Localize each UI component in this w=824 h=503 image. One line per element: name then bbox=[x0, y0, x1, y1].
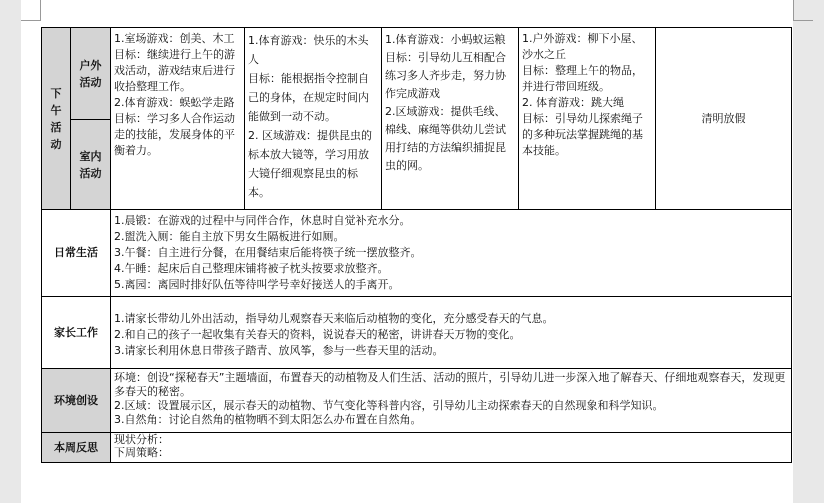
daily-life-content: 1.晨锻：在游戏的过程中与同伴合作，休息时自觉补充水分。 2.盥洗入厕：能自主放下男女生隔板进行如厕。 3.午餐：自主进行分餐，在用餐结束后能将筷子统一摆放整齐。 4.午睡：起床后自己整理床铺将被子枕头按要求放整齐。 5.离园：离园时排好队伍等待叫学号幸好接送人的手离开。 bbox=[111, 210, 792, 297]
reflection-header: 本周反思 bbox=[42, 433, 111, 463]
weekly-plan-table bbox=[41, 27, 792, 463]
day-cell-3: 1.体育游戏：小蚂蚁运粮 目标：引导幼儿互相配合练习多人齐步走，努力协作完成游戏 2.区域游戏：提供毛线、棉线、麻绳等供幼儿尝试用打结的方法编织捕捉昆虫的网。 bbox=[382, 28, 519, 210]
afternoon-header: 下午活动 bbox=[42, 28, 71, 210]
parent-work-header: 家长工作 bbox=[42, 297, 111, 369]
environment-content: 环境：创设“探秘春天”主题墙面，布置春天的动植物及人们生活、活动的照片，引导幼儿进一步深入地了解春天、仔细地观察春天，发现更多春天的秘密。 2.区域：设置展示区，展示春天的动植物、节气变化等科普内容，引导幼儿主动探索春天的自然现象和科学知识。 3.自然角：讨论自然角的植物晒不到太阳怎么办布置在自然角。 bbox=[111, 369, 792, 433]
crop-mark bbox=[40, 0, 41, 20]
day-cell-4: 1.户外游戏：柳下小屋、沙水之丘 目标：整理上午的物品，并进行带回班级。 2. 体育游戏：跳大绳 目标：引导幼儿探索绳子的多种玩法掌握跳绳的基本技能。 bbox=[519, 28, 656, 210]
crop-mark bbox=[793, 0, 794, 20]
day-cell-5: 清明放假 bbox=[656, 28, 792, 210]
outdoor-header: 户外活动 bbox=[71, 28, 111, 120]
indoor-header: 室内活动 bbox=[71, 120, 111, 210]
environment-header: 环境创设 bbox=[42, 369, 111, 433]
crop-mark bbox=[793, 20, 813, 21]
day-cell-1: 1.室场游戏：创美、木工 目标：继续进行上午的游戏活动，游戏结束后进行收拾整理工作。 2.体育游戏：蜈蚣学走路 目标：学习多人合作运动走的技能，发展身体的平衡着力。 bbox=[111, 28, 245, 210]
daily-life-header: 日常生活 bbox=[42, 210, 111, 297]
day-cell-2: 1.体育游戏：快乐的木头人 目标：能根据指令控制自己的身体，在规定时间内能做到一动不动。 2. 区域游戏：提供昆虫的标本放大镜等，学习用放大镜仔细观察昆虫的标本。 bbox=[245, 28, 382, 210]
parent-work-content: 1.请家长带幼儿外出活动，指导幼儿观察春天来临后动植物的变化，充分感受春天的气息。 2.和自己的孩子一起收集有关春天的资料，说说春天的秘密，讲讲春天万物的变化。 3.请家长利用休息日带孩子踏青、放风筝，参与一些春天里的活动。 bbox=[111, 297, 792, 369]
crop-mark bbox=[21, 20, 41, 21]
reflection-content: 现状分析： 下周策略： bbox=[111, 433, 792, 463]
